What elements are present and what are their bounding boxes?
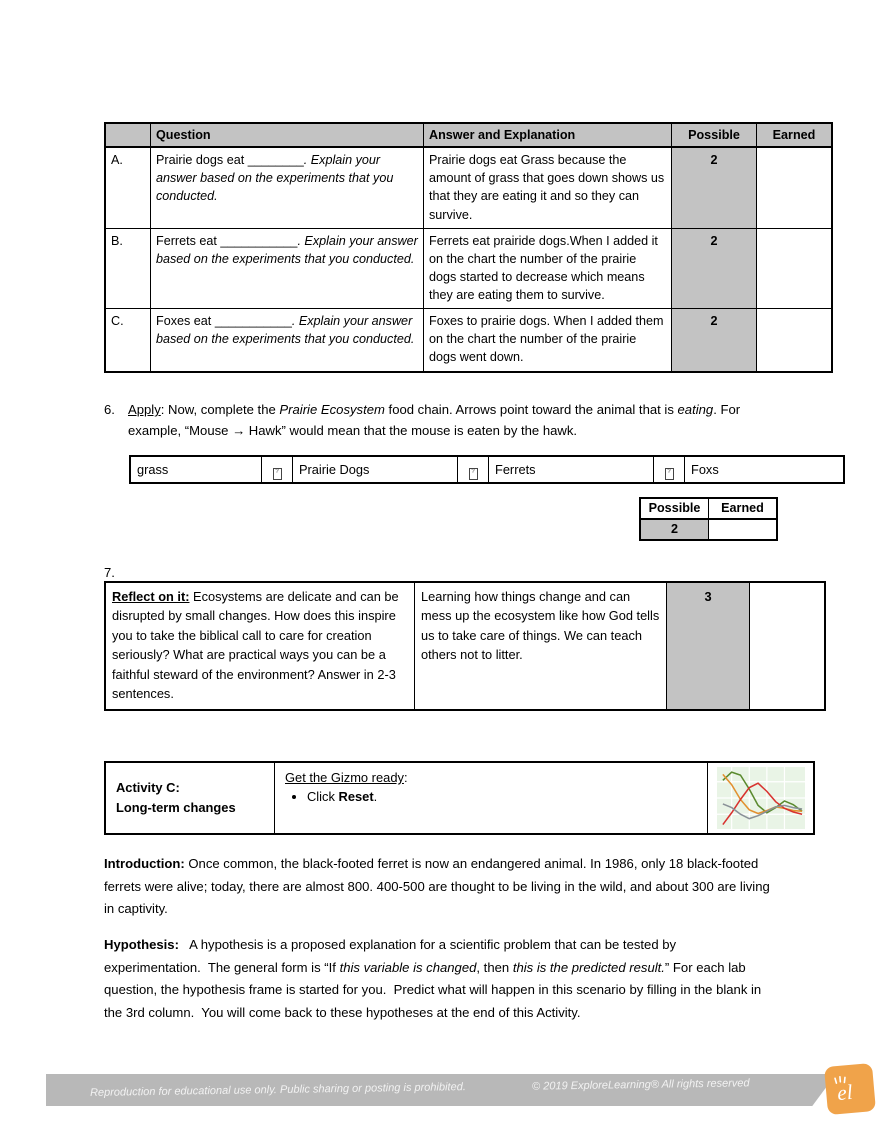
col-header-question: Question — [151, 123, 424, 147]
score-header-earned: Earned — [709, 498, 778, 519]
score-possible-value: 2 — [640, 519, 709, 540]
page-footer — [0, 1064, 880, 1139]
thumbnail-chart-svg — [717, 767, 805, 829]
missing-glyph-icon: ? — [665, 468, 674, 480]
item-6-text-1: : Now, complete the — [160, 402, 280, 417]
activity-c-box — [104, 761, 815, 835]
gizmo-ready-colon: : — [403, 770, 408, 785]
score-header-row — [640, 498, 777, 519]
row-question — [151, 309, 424, 372]
footer-text-clip — [46, 1074, 836, 1106]
score-value-row — [640, 519, 777, 540]
arrow-cell-3[interactable] — [654, 456, 685, 483]
question-blank: ___________ — [214, 314, 292, 329]
row-earned[interactable] — [757, 309, 833, 372]
item-6-text-3: . For example, “Mouse → Hawk” would mean that the mouse is eaten by the hawk. — [128, 402, 741, 439]
row-possible: 2 — [672, 228, 757, 309]
row-question — [151, 228, 424, 309]
missing-glyph-icon: ? — [273, 468, 282, 480]
col-header-answer: Answer and Explanation — [424, 123, 672, 147]
reflect-on-it-table — [104, 581, 826, 711]
hypothesis-label: Hypothesis: — [104, 937, 179, 952]
question-answer-table — [104, 122, 833, 373]
item-6-number: 6. — [104, 402, 115, 417]
question-stem: Prairie dogs eat — [156, 153, 248, 168]
hypothesis-paragraph — [104, 934, 780, 1024]
table-header-row — [105, 123, 832, 147]
arrow-cell-1[interactable] — [262, 456, 293, 483]
row-possible: 2 — [672, 147, 757, 228]
logo-svg — [824, 1063, 876, 1115]
activity-row — [105, 762, 814, 834]
row-answer[interactable]: Prairie dogs eat Grass because the amount of grass that goes down shows us that they are eating it and so they can survive. — [424, 147, 672, 228]
row-letter: A. — [105, 147, 151, 228]
table-row — [105, 582, 825, 710]
score-header-possible: Possible — [640, 498, 709, 519]
footer-copy-notice: Reproduction for educational use only. Public sharing or posting is prohibited. — [89, 1081, 466, 1099]
footer-copyright: © 2019 ExploreLearning® All rights reserved — [531, 1077, 750, 1093]
item-7-number: 7. — [104, 565, 115, 580]
col-header-blank — [105, 123, 151, 147]
score-table-item-6 — [639, 497, 778, 541]
food-chain-item-1[interactable]: grass — [130, 456, 262, 483]
row-answer[interactable]: Foxes to prairie dogs. When I added them on the chart the number of the prairie dogs went down. — [424, 309, 672, 372]
introduction-label: Introduction: — [104, 856, 185, 871]
question-blank: ___________ — [220, 233, 298, 248]
food-chain-item-2[interactable]: Prairie Dogs — [293, 456, 458, 483]
item-6-italic-1: Prairie Ecosystem — [279, 402, 385, 417]
row-question — [151, 147, 424, 228]
hypothesis-italic-1: this variable is changed — [339, 959, 477, 975]
col-header-possible: Possible — [672, 123, 757, 147]
activity-thumbnail-cell — [708, 762, 815, 834]
introduction-paragraph — [104, 853, 780, 921]
row-letter: B. — [105, 228, 151, 309]
activity-label-line2: Long-term changes — [116, 800, 236, 815]
introduction-text: Once common, the black-footed ferret is now an endangered animal. In 1986, only 18 black-footed ferrets were alive; today, there are almost 800. 400-500 are thought to be living in the wild, and about 300 are living in captivity. — [104, 856, 770, 917]
activity-bullet-list — [285, 787, 697, 806]
reflect-prompt-text: Ecosystems are delicate and can be disrupted by small changes. How does this inspire you to take the biblical call to care for creation seriously? What are practical ways you can be a faithful steward of the environment? Answer in 2-3 sentences. — [112, 589, 399, 702]
question-instruction: . Explain your answer based on the experiments that you conducted. — [156, 233, 418, 266]
item-6-text-2: food chain. Arrows point toward the animal that is — [384, 402, 678, 417]
item-6-label: Apply — [128, 402, 161, 417]
gizmo-chart-thumbnail-icon — [717, 767, 805, 829]
question-stem: Foxes eat — [156, 314, 215, 329]
food-chain-row — [130, 456, 844, 483]
reflect-earned[interactable] — [750, 582, 826, 710]
arrow-cell-2[interactable] — [458, 456, 489, 483]
row-earned[interactable] — [757, 147, 833, 228]
table-row — [105, 228, 832, 309]
question-instruction: . Explain your answer based on the experiments that you conducted. — [156, 314, 415, 347]
activity-label — [105, 762, 275, 834]
explorelearning-logo-icon — [824, 1063, 876, 1115]
row-possible: 2 — [672, 309, 757, 372]
score-earned-value[interactable] — [709, 519, 778, 540]
reflect-label: Reflect on it: — [112, 589, 190, 604]
missing-glyph-icon: ? — [469, 468, 478, 480]
logo-text: el — [836, 1079, 854, 1106]
list-item — [307, 787, 697, 806]
item-6-italic-2: eating — [677, 402, 714, 417]
table-row — [105, 309, 832, 372]
gizmo-ready-heading — [285, 770, 697, 785]
row-earned[interactable] — [757, 228, 833, 309]
col-header-earned: Earned — [757, 123, 833, 147]
row-letter: C. — [105, 309, 151, 372]
row-answer[interactable]: Ferrets eat prairide dogs.When I added it on the chart the number of the prairie dogs started to decrease which means they are eating them to survive. — [424, 228, 672, 309]
reflect-possible: 3 — [667, 582, 750, 710]
reflect-prompt — [105, 582, 415, 710]
food-chain-table — [129, 455, 845, 484]
reflect-answer[interactable]: Learning how things change and can mess up the ecosystem like how God tells us to take care of things. We can teach others not to litter. — [415, 582, 667, 710]
bullet-bold-term: Reset — [338, 789, 374, 804]
question-stem: Ferrets eat — [156, 233, 221, 248]
table-row — [105, 147, 832, 228]
activity-instructions — [275, 762, 708, 834]
food-chain-item-3[interactable]: Ferrets — [489, 456, 654, 483]
question-blank: ________ — [247, 153, 304, 168]
activity-label-line1: Activity C: — [116, 780, 180, 795]
bullet-suffix: . — [373, 789, 378, 804]
item-6-text — [128, 399, 780, 441]
bullet-prefix: Click — [307, 789, 339, 804]
food-chain-item-4[interactable]: Foxs — [685, 456, 845, 483]
hypothesis-text-2: , then — [476, 959, 513, 975]
hypothesis-italic-2: this is the predicted result. — [512, 959, 665, 975]
question-instruction: . Explain your answer based on the experiments that you conducted. — [156, 153, 394, 204]
hypothesis-text-3: ” For each lab question, the hypothesis frame is started for you. Predict what will happen in this scenario by filling in the blank in the 3rd column. You will come back to these hypotheses at the end of this Activity. — [104, 959, 762, 1020]
gizmo-ready-label: Get the Gizmo ready — [285, 770, 404, 785]
hypothesis-text-1: A hypothesis is a proposed explanation for a scientific problem that can be tested by experimentation. The general form is “If — [104, 937, 677, 975]
item-6 — [104, 399, 780, 441]
